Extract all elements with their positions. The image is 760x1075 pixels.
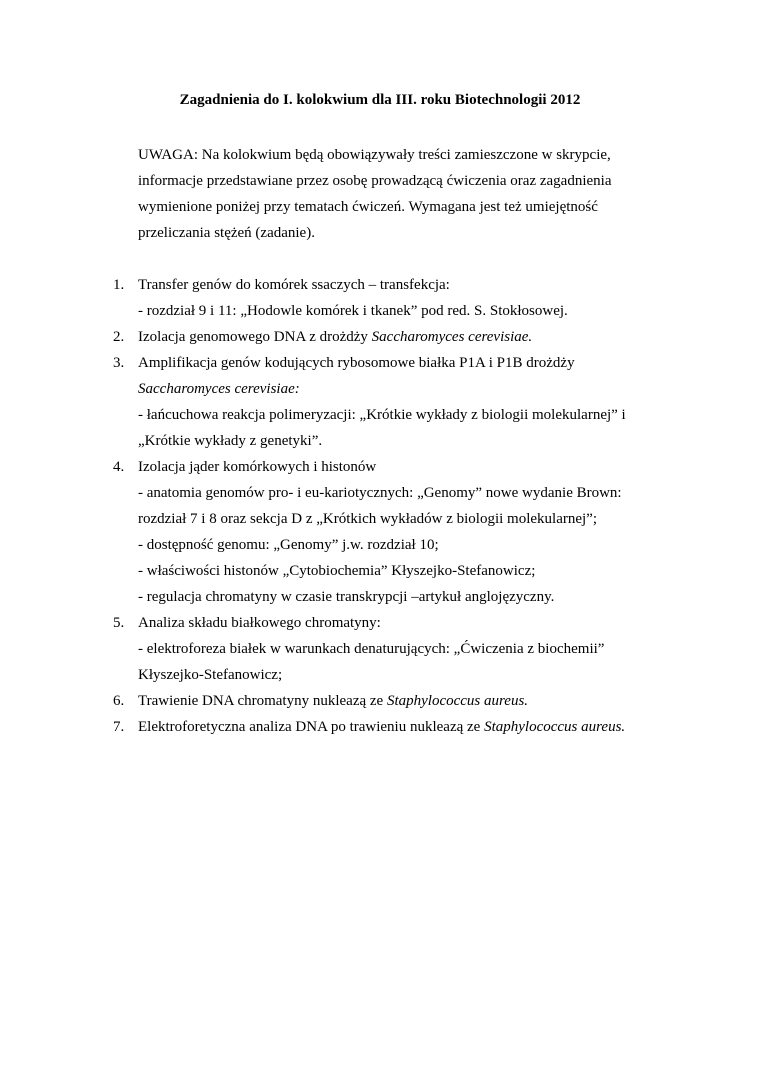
list-item-line [0, 298, 760, 324]
list-item-line [0, 558, 760, 584]
list-item-line [0, 662, 760, 688]
item-text: - dostępność genomu: „Genomy” j.w. rozdział 10; [138, 537, 439, 553]
item-number: 5. [113, 615, 125, 631]
list-item-line [0, 376, 760, 402]
note-line: informacje przedstawiane przez osobę prowadzącą ćwiczenia oraz zagadnienia [138, 173, 612, 189]
list-item-line [0, 480, 760, 506]
item-text: Analiza składu białkowego chromatyny: [138, 615, 381, 631]
list-item [0, 714, 760, 740]
list-item [0, 688, 760, 714]
list-item [0, 324, 760, 350]
topic-list [0, 272, 760, 740]
list-item-line [0, 532, 760, 558]
list-item [0, 272, 760, 298]
item-text-plain: Elektroforetyczna analiza DNA po trawieniu nukleazą ze [138, 719, 485, 735]
species-name: Saccharomyces cerevisiae. [371, 329, 533, 345]
item-number: 1. [113, 277, 125, 293]
list-item [0, 454, 760, 480]
item-text: - właściwości histonów „Cytobiochemia” Kłyszejko-Stefanowicz; [138, 563, 536, 579]
item-number: 6. [113, 693, 125, 709]
list-item-line [0, 428, 760, 454]
species-name: Staphylococcus aureus. [386, 693, 529, 709]
note-line: wymienione poniżej przy tematach ćwiczeń. Wymagana jest też umiejętność [138, 199, 598, 215]
item-number: 2. [113, 329, 125, 345]
list-item-line [0, 584, 760, 610]
list-item [0, 610, 760, 636]
item-text: Kłyszejko-Stefanowicz; [138, 667, 283, 683]
list-item-line [0, 506, 760, 532]
item-text [138, 324, 532, 350]
item-text [138, 688, 528, 714]
item-text: Transfer genów do komórek ssaczych – transfekcja: [138, 277, 450, 293]
item-number: 4. [113, 459, 125, 475]
document-title: Zagadnienia do I. kolokwium dla III. roku Biotechnologii 2012 [179, 92, 581, 108]
note-line: przeliczania stężeń (zadanie). [138, 225, 315, 241]
list-item-line [0, 636, 760, 662]
item-text: „Krótkie wykłady z genetyki”. [138, 433, 323, 449]
item-text: Izolacja jąder komórkowych i histonów [138, 459, 377, 475]
list-item [0, 350, 760, 376]
note-line: UWAGA: Na kolokwium będą obowiązywały treści zamieszczone w skrypcie, [138, 147, 611, 163]
item-number: 7. [113, 719, 125, 735]
item-text: rozdział 7 i 8 oraz sekcja D z „Krótkich wykładów z biologii molekularnej”; [138, 511, 598, 527]
species-name: Saccharomyces cerevisiae: [138, 381, 300, 397]
item-text-plain: Trawienie DNA chromatyny nukleazą ze [138, 693, 387, 709]
note-paragraph [138, 142, 638, 246]
item-text: - regulacja chromatyny w czasie transkrypcji –artykuł anglojęzyczny. [138, 589, 555, 605]
list-item-line [0, 402, 760, 428]
item-text: - elektroforeza białek w warunkach denaturujących: „Ćwiczenia z biochemii” [138, 641, 605, 657]
item-text: - łańcuchowa reakcja polimeryzacji: „Krótkie wykłady z biologii molekularnej” i [138, 407, 626, 423]
species-name: Staphylococcus aureus. [484, 719, 626, 735]
item-text: - rozdział 9 i 11: „Hodowle komórek i tkanek” pod red. S. Stokłosowej. [138, 303, 568, 319]
item-number: 3. [113, 355, 125, 371]
item-text: Amplifikacja genów kodujących rybosomowe białka P1A i P1B drożdży [138, 355, 575, 371]
item-text [138, 714, 625, 740]
item-text-plain: Izolacja genomowego DNA z drożdży [138, 329, 372, 345]
item-text: - anatomia genomów pro- i eu-kariotycznych: „Genomy” nowe wydanie Brown: [138, 485, 622, 501]
